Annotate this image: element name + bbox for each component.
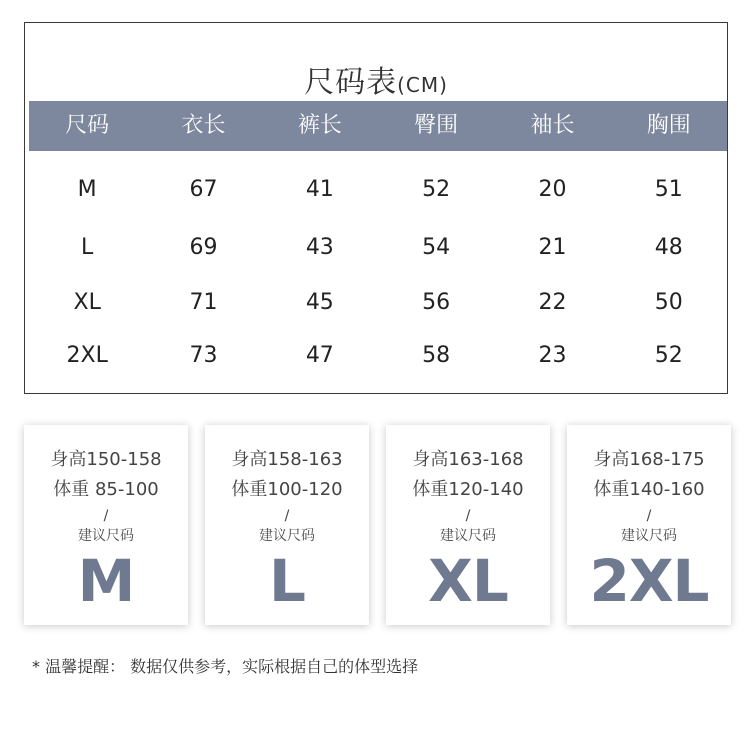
card-weight-range: 体重120-140 [412,479,524,500]
table-cell: 23 [538,343,567,368]
header-chest: 胸围 [646,113,691,138]
table-cell: 73 [189,343,218,368]
card-divider-slash: / [465,508,471,524]
table-cell: 58 [422,343,451,368]
header-sleeve: 袖长 [530,113,575,138]
card-weight-range: 体重140-160 [593,479,705,500]
table-cell: 21 [538,235,567,260]
card-size-letter: L [269,547,305,615]
size-card-l [205,425,369,625]
table-cell: 45 [305,290,334,315]
size-card-m [24,425,188,625]
reminder-note: * 温馨提醒： 数据仅供参考，实际根据自己的体型选择 [32,657,419,676]
card-divider-slash: / [103,508,109,524]
table-cell: 54 [422,235,451,260]
table-cell: L [81,235,94,260]
card-divider-slash: / [284,508,290,524]
card-height-range: 身高150-158 [50,449,162,470]
table-unit: (CM) [397,73,448,97]
card-size-letter: XL [428,547,508,615]
card-suggest-label: 建议尺码 [78,528,134,544]
table-row [29,230,727,266]
table-cell: 71 [189,290,218,315]
table-row [29,338,727,374]
card-suggest-label: 建议尺码 [259,528,315,544]
table-cell: 43 [305,235,334,260]
table-cell: 41 [305,177,334,202]
card-suggest-label: 建议尺码 [440,528,496,544]
size-card-xl [386,425,550,625]
card-suggest-label: 建议尺码 [621,528,677,544]
table-cell: 69 [189,235,218,260]
header-length: 衣长 [181,113,226,138]
card-size-letter: 2XL [589,547,709,615]
table-cell: 20 [538,177,567,202]
table-cell: XL [73,290,101,315]
header-size: 尺码 [65,113,110,138]
table-header [29,101,727,151]
table-row [29,285,727,321]
table-cell: M [77,177,97,202]
table-title [25,65,727,103]
header-pants-length: 裤长 [297,113,342,138]
table-row [29,172,727,208]
size-card-2xl [567,425,731,625]
card-weight-range: 体重100-120 [231,479,343,500]
card-size-letter: M [77,547,135,615]
card-height-range: 身高168-175 [593,449,705,470]
table-title-text: 尺码表 [304,65,398,100]
table-cell: 47 [305,343,334,368]
table-cell: 67 [189,177,218,202]
table-cell: 2XL [66,343,108,368]
table-cell: 48 [654,235,683,260]
table-cell: 56 [422,290,451,315]
table-cell: 22 [538,290,567,315]
table-cell: 52 [422,177,451,202]
card-height-range: 身高163-168 [412,449,524,470]
table-cell: 51 [654,177,683,202]
table-cell: 50 [654,290,683,315]
table-cell: 52 [654,343,683,368]
size-chart-table [24,22,728,394]
header-hip: 臀围 [414,113,459,138]
card-divider-slash: / [646,508,652,524]
card-weight-range: 体重 85-100 [53,479,159,500]
card-height-range: 身高158-163 [231,449,343,470]
